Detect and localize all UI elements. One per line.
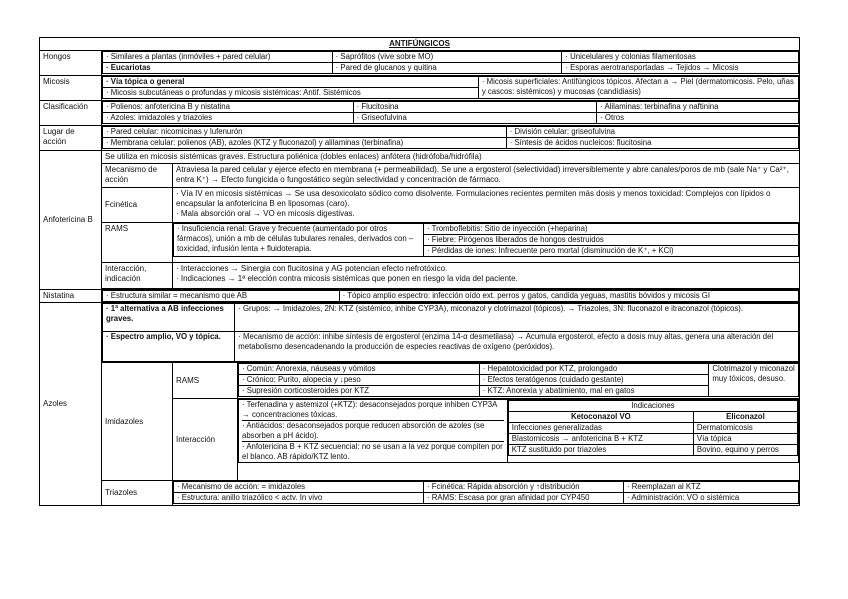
imid-rams-grid (238, 363, 799, 397)
lugar-item: · Membrana celular: polienos (AB), azoles (KTZ y fluconazol) y alilaminas (terbinafina) (103, 138, 507, 149)
anfotericina-intro: Se utiliza en micosis sistémicas graves. Estructura poliénica (dobles enlaces) anfótera (hidrófoba/hidrófila) (102, 151, 800, 164)
hongos-item: · Unicelulares y colonias filamentosas (562, 52, 799, 63)
anfo-interacciones: · Interacciones → Sinergia con flucitosina y AG potencian efecto nefrotóxico. (176, 264, 448, 273)
clasificacion-item: · Griseofulvina (353, 113, 597, 124)
clasificacion-grid (102, 101, 799, 124)
nistatina-item: · Tópico amplio espectro: infección oído ext. perros y gatos, candida yeguas, mastitis bóvidos y micosis GI (339, 291, 798, 302)
anfo-mecanismo-text: Atraviesa la pared celular y ejerce efecto en membrana (+ permeabilidad). Se une a ergosterol (selectividad) irreversiblemente y abre canales/poros de mb (sale Na⁺ y Ca²⁺, entra K⁺) → Efecto fungicida o fungostático según selectividad y concentración de fármaco. (173, 164, 800, 188)
imid-rams-item: · KTZ: Anorexia y abatimiento, mal en gatos (479, 386, 709, 397)
azoles-label: Azoles (40, 303, 102, 506)
anfo-rams-item: · Tromboflebitis: Sitio de inyección (+heparina) (424, 224, 799, 235)
imid-int-antiacidos: · Antiácidos: desaconsejados porque reducen absorción de azoles (se absorben a pH ácido). (242, 421, 504, 442)
indicaciones-header-ketoconazol: Ketoconazol VO (508, 412, 693, 423)
triazoles-grid (173, 481, 799, 504)
lugar-label: Lugar de acción (40, 126, 102, 151)
anfo-mecanismo-label: Mecanismo de acción (102, 164, 173, 188)
anfotericina-label: Anfotericina B (40, 151, 102, 290)
anfo-interaccion-label: Interacción, indicación (102, 263, 173, 289)
imid-interaccion-grid (238, 399, 799, 463)
indicaciones-cell: Vía tópica (693, 434, 797, 445)
micosis-superficiales: · Micosis superficiales: Antifúngicos tópicos. Afectan a → Piel (dermatomicosis. Pelo, uñas y cascos: sistémicos) y mucosas (candidiasis) (478, 77, 798, 99)
hongos-item: · Esporas aerotransportadas → Tejidos → Micosis (562, 63, 799, 74)
anfo-indicaciones: · Indicaciones → 1ª elección contra micosis sistémicas que ponen en riesgo la vida del paciente. (176, 274, 518, 283)
triazoles-item: · RAMS: Escasa por gran afinidad por CYP450 (424, 493, 624, 504)
anfo-rams-item: · Fiebre: Pirógenos liberados de hongos destruidos (424, 235, 799, 246)
clasificacion-item: · Flucitosina (353, 102, 597, 113)
nistatina-grid (102, 290, 799, 302)
micosis-label: Micosis (40, 76, 102, 101)
azoles-grupos: · Grupos: → Imidazoles, 2N: KTZ (sistémico, inhibe CYP3A), miconazol y clotrimazol (tópicos). → Triazoles, 3N: fluconazol e itraconazol (tópicos). (235, 304, 799, 332)
lugar-grid (102, 126, 799, 149)
imid-interaccion-label: Interacción (173, 399, 238, 481)
imid-rams-item: · Supresión corticosteroides por KTZ (239, 386, 480, 397)
imid-rams-item: · Común: Anorexia, náuseas y vómitos (239, 364, 480, 375)
azoles-espectro: · Espectro amplio, VO y tópica. (103, 332, 235, 362)
indicaciones-cell: KTZ sustituido por triazoles (508, 445, 693, 456)
lugar-item: · División celular: griseofulvina (506, 127, 798, 138)
anfo-rams-item: · Pérdidas de iones: Infrecuente pero mortal (disminución de K⁺, + KCl) (424, 246, 799, 257)
page-title: ANTIFÚNGICOS (40, 38, 800, 51)
triazoles-item: · Fcinética: Rápida absorción y ↑distribución (424, 482, 624, 493)
anfo-rams-label: RAMS (102, 223, 173, 263)
lugar-item: · Síntesis de ácidos nucleicos: flucitosina (506, 138, 798, 149)
triazoles-label: Triazoles (102, 481, 173, 506)
imid-rams-item: · Hepatotoxicidad por KTZ, prolongado (479, 364, 709, 375)
clasificacion-item: · Otros (597, 113, 799, 124)
antifungicos-sheet (39, 37, 799, 506)
lugar-item: · Pared celular: nicomicinas y lufenurón (103, 127, 507, 138)
imid-rams-label: RAMS (173, 363, 238, 399)
imid-int-anfotericina: · Anfotericina B + KTZ secuencial: no se usan a la vez porque compiten por el blanco. AB rápido/KTZ lento. (242, 442, 503, 461)
imid-rams-clotrimazol: Clotrimazol y miconazol muy tóxicos, desuso. (709, 364, 799, 397)
triazoles-item: · Estructura: anillo triazólico < actv. In vivo (174, 493, 424, 504)
hongos-item: · Pared de glucanos y quitina (332, 63, 562, 74)
imid-rams-item: · Efectos teratógenos (cuidado gestante) (479, 375, 709, 386)
hongos-label: Hongos (40, 51, 102, 76)
antifungicos-table (39, 37, 800, 506)
clasificacion-item: · Azoles: imidazoles y triazoles (103, 113, 354, 124)
indicaciones-header-eliconazol: Eliconazol (693, 412, 797, 423)
nistatina-label: Nistatina (40, 290, 102, 303)
clasificacion-label: Clasificación (40, 101, 102, 126)
imid-rams-item: · Crónico: Purito, alopecia y ↓peso (239, 375, 480, 386)
anfo-fcinetica-1: · Vía IV en micosis sistémicas → Se usa desoxicolato sódico como disolvente. Formulaciones recientes permiten más dosis y menos toxicidad: Complejos con lípidos o encapsular la anfotericina B en liposomas (caro). (176, 189, 771, 208)
azoles-alternativa: · 1ª alternativa a AB infecciones graves. (103, 304, 235, 332)
micosis-via: · Vía tópica o general (103, 77, 478, 88)
imid-int-terfenadina: · Terfenadina y astemizol (+KTZ): desaconsejados porque inhiben CYP3A → concentraciones tóxicas. (242, 400, 504, 421)
hongos-item: · Similares a plantas (inmóviles + pared celular) (103, 52, 333, 63)
triazoles-item: · Reemplazan al KTZ (624, 482, 799, 493)
anfo-fcinetica-label: Fcinética (102, 188, 173, 223)
indicaciones-cell: Dermatomicosis (693, 423, 797, 434)
hongos-item: · Saprófitos (vive sobre MO) (332, 52, 562, 63)
micosis-profundas: · Micosis subcutáneas o profundas y micosis sistémicas: Antif. Sistémicos (106, 88, 361, 97)
azoles-mecanismo: · Mecanismo de acción: inhibe síntesis de ergosterol (enzima 14-α desmetilasa) → Acumula ergosterol, efecto a dosis muy altas, genera una alteración del metabolismo desencadenando la producción de especies reactivas de oxígeno (peróxidos). (235, 332, 799, 362)
anfo-rams-renal: · Insuficiencia renal: Grave y frecuente (aumentado por otros fármacos), unión a mb de células tubulares renales, derivados con – toxicidad, infusión lenta + fluidoterapia. (174, 224, 424, 257)
triazoles-item: · Administración: VO o sistémica (624, 493, 799, 504)
triazoles-item: · Mecanismo de acción: = imidazoles (174, 482, 424, 493)
nistatina-item: · Estructura similar = mecanismo que AB (103, 291, 340, 302)
indicaciones-cell: Bovino, equino y perros (693, 445, 797, 456)
hongos-item: · Eucariotas (103, 63, 333, 74)
indicaciones-table (508, 400, 798, 456)
anfo-fcinetica-2: · Mala absorción oral → VO en micosis digestivas. (176, 209, 355, 218)
imidazoles-label: Imidazoles (102, 363, 173, 481)
indicaciones-cell: Infecciones generalizadas (508, 423, 693, 434)
azoles-general-grid (102, 303, 799, 362)
indicaciones-title: Indicaciones (508, 401, 797, 412)
clasificacion-item: · Polienos: anfotericina B y nistatina (103, 102, 354, 113)
hongos-grid (102, 51, 799, 74)
indicaciones-cell: Blastomicosis → anfotericina B + KTZ (508, 434, 693, 445)
clasificacion-item: · Alilaminas: terbinafina y naftinina (597, 102, 799, 113)
anfo-rams-grid (173, 223, 799, 257)
micosis-grid (102, 76, 799, 99)
